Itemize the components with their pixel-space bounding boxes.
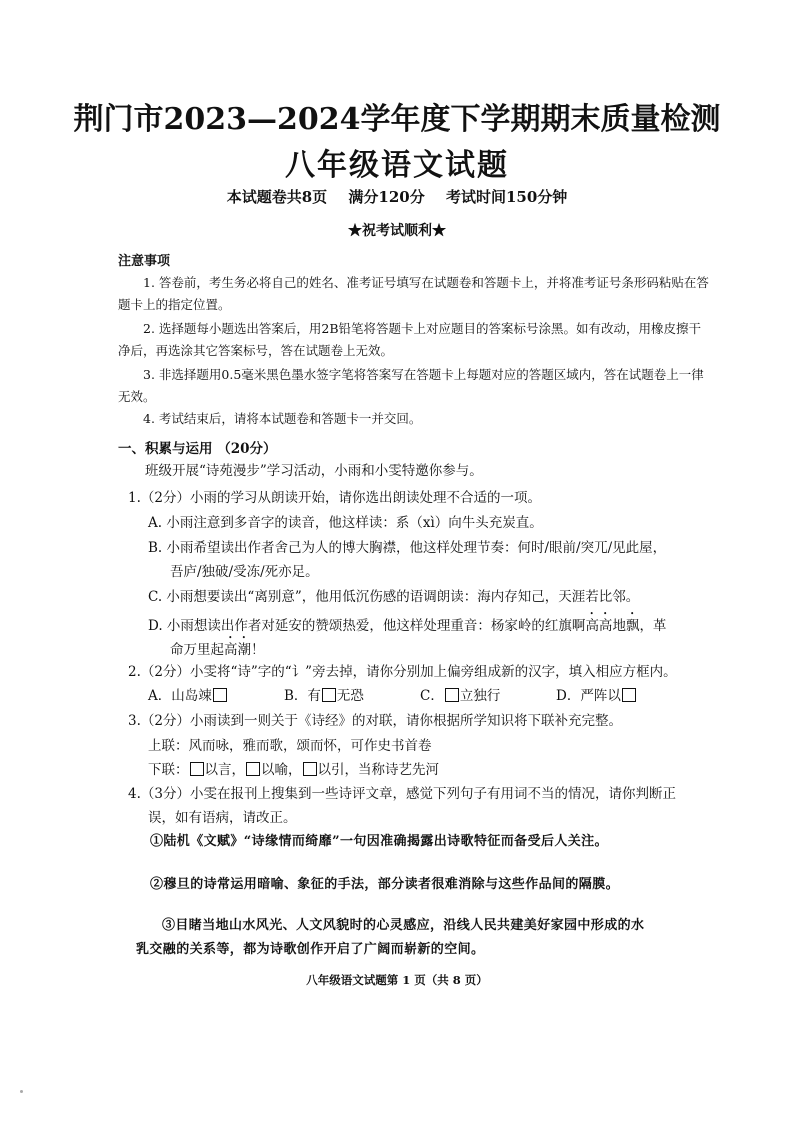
- emphasis-text: 飘: [625, 618, 640, 634]
- question-1-option-a: A. 小雨注意到多音字的读音，他这样读：系（xì）向牛头充炭直。: [148, 515, 543, 531]
- question-1-stem: 1.（2分）小雨的学习从朗读开始，请你选出朗读处理不合适的一项。: [128, 490, 541, 506]
- sentence-3: ③目睹当地山水风光、人文风貌时的心灵感应，沿线人民共建美好家园中形成的水: [162, 918, 645, 933]
- question-1-option-d-cont: [170, 634, 710, 662]
- option-text: 有: [307, 688, 321, 704]
- option-label: C．: [420, 688, 444, 704]
- emphasis-text: 高高: [585, 618, 613, 634]
- question-2-options: [148, 684, 708, 704]
- option-text: 立独行: [459, 688, 501, 704]
- question-2-option: [284, 684, 420, 704]
- option-d-text: ！: [251, 642, 265, 658]
- option-d-text: 地: [612, 618, 626, 634]
- scan-speck: [20, 1090, 23, 1093]
- couplet-text: 以引，当称诗艺先河: [317, 762, 439, 778]
- option-text: 无恐: [336, 688, 364, 704]
- option-label: D．: [556, 688, 581, 704]
- note-item: 4. 考试结束后，请将本试题卷和答题卡一并交回。: [143, 411, 422, 426]
- answer-box[interactable]: [190, 762, 204, 776]
- section-heading: 一、积累与运用 （20分）: [118, 441, 277, 457]
- question-2-stem: 2.（2分）小雯将“诗”字的“讠”旁去掉，请你分别加上偏旁组成新的汉字，填入相应方框内。: [128, 664, 677, 680]
- question-1-option-b: B. 小雨希望读出作者舍己为人的博大胸襟，他这样处理节奏：何时/眼前/突兀/见此屋，: [148, 540, 667, 556]
- page-count: 本试题卷共8页: [226, 188, 328, 206]
- answer-box[interactable]: [213, 688, 227, 702]
- sentence-2: ②穆旦的诗常运用暗喻、象征的手法，部分读者很难消除与这些作品间的隔膜。: [150, 877, 620, 892]
- option-text: 山岛竦: [171, 688, 212, 704]
- note-item: 2. 选择题每小题选出答案后，用2B铅笔将答题卡上对应题目的答案标号涂黑。如有改动，用橡皮擦干净后，再选涂其它答案标号，答在试题卷上无效。: [118, 321, 702, 358]
- page-footer: 八年级语文试题第 1 页（共 8 页）: [306, 973, 488, 987]
- couplet-upper: 上联：风而咏，雅而歌，颂而怀，可作史书首卷: [148, 738, 432, 754]
- question-1-option-b-cont: 吾庐/独破/受冻/死亦足。: [170, 564, 319, 580]
- option-label: A．: [148, 688, 172, 704]
- question-3-stem: 3.（2分）小雨读到一则关于《诗经》的对联，请你根据所学知识将下联补充完整。: [128, 713, 622, 729]
- full-score: 满分120分: [348, 188, 425, 206]
- option-d-text: 命万里起: [170, 642, 224, 658]
- question-1-option-c: C. 小雨想要读出“离别意”，他用低沉伤感的语调朗读：海内存知己，天涯若比邻。: [148, 589, 640, 605]
- option-d-text: D. 小雨想读出作者对延安的赞颂热爱，他这样处理重音：杨家岭的红旗啊: [148, 618, 586, 634]
- question-4-stem-cont: 误，如有语病，请改正。: [148, 810, 297, 826]
- answer-box[interactable]: [622, 688, 636, 702]
- exam-meta: [0, 186, 794, 207]
- exam-title: 荆门市2023—2024学年度下学期期末质量检测: [73, 102, 721, 137]
- exam-subtitle: 八年级语文试题: [285, 148, 509, 183]
- couplet-lower-label: 下联：: [148, 762, 189, 778]
- couplet-text: 以喻，: [261, 762, 302, 778]
- section-intro: 班级开展“诗苑漫步”学习活动，小雨和小雯特邀你参与。: [145, 463, 483, 479]
- question-4-stem: 4.（3分）小雯在报刊上搜集到一些诗评文章，感觉下列句子有用词不当的情况，请你判断正: [128, 786, 676, 802]
- exam-time: 考试时间150分钟: [445, 188, 568, 206]
- answer-box[interactable]: [322, 688, 336, 702]
- sentence-3-cont: 乳交融的关系等，都为诗歌创作开启了广阔而崭新的空间。: [136, 942, 485, 957]
- question-2-option: [556, 684, 692, 704]
- sentence-1: ①陆机《文赋》“诗缘情而绮靡”一句因准确揭露出诗歌特征而备受后人关注。: [150, 834, 608, 849]
- notes-heading: 注意事项: [118, 254, 171, 269]
- answer-box[interactable]: [246, 762, 260, 776]
- option-text: 严阵以: [580, 688, 621, 704]
- question-2-option: [148, 684, 284, 704]
- couplet-lower: [148, 758, 708, 782]
- answer-box[interactable]: [445, 688, 459, 702]
- emphasis-text: 高潮: [224, 642, 251, 658]
- good-luck-line: ★祝考试顺利★: [348, 223, 446, 239]
- option-label: B．: [284, 688, 308, 704]
- note-item: 3. 非选择题用0.5毫米黑色墨水签字笔将答案写在答题卡上每题对应的答题区域内，答在试题卷上一律无效。: [118, 367, 704, 404]
- question-2-option: [420, 684, 556, 704]
- couplet-text: 以言，: [204, 762, 245, 778]
- option-d-text: ，革: [639, 618, 667, 634]
- answer-box[interactable]: [303, 762, 317, 776]
- note-item: 1. 答卷前，考生务必将自己的姓名、准考证号填写在试题卷和答题卡上，并将准考证号条形码粘贴在答题卡上的指定位置。: [118, 275, 709, 312]
